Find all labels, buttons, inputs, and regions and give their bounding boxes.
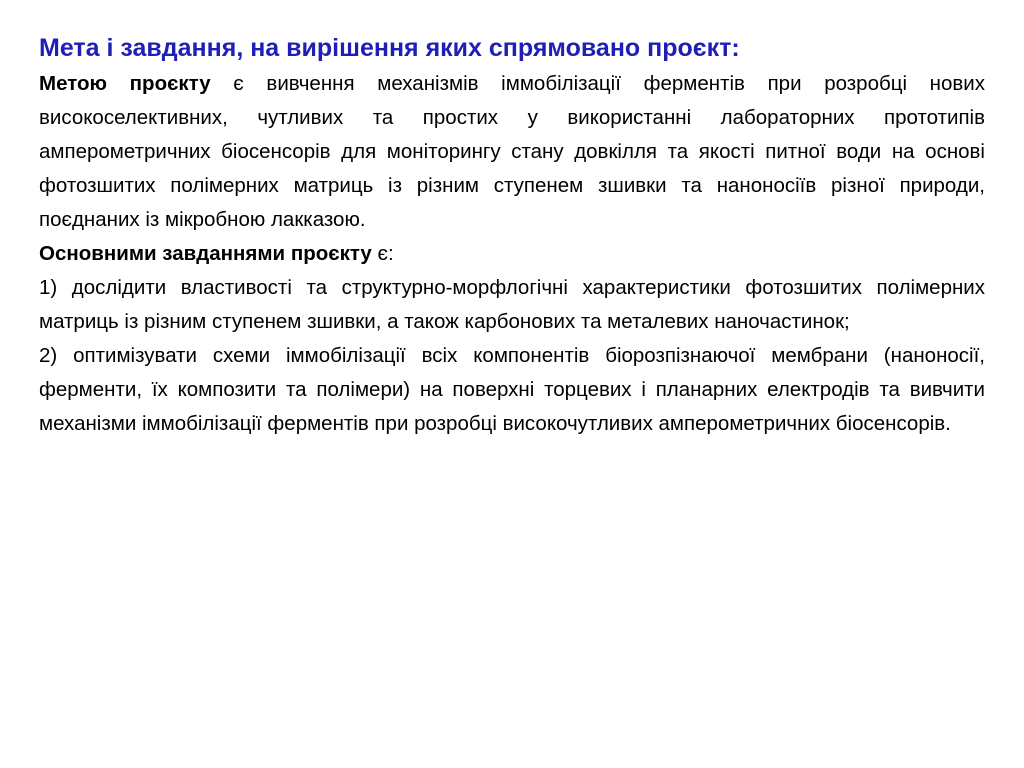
task-item-1: 1) дослідити властивості та структурно-морфлогічні характеристики фотозшитих полімерних матриць із різним ступенем зшивки, а також карбонових та металевих наночастинок;	[39, 276, 985, 333]
goal-paragraph	[39, 67, 985, 237]
slide-title: Мета і завдання, на вирішення яких спрямовано проєкт:	[39, 34, 740, 62]
goal-lead: Метою проєкту	[39, 72, 211, 95]
goal-text: є вивчення механізмів іммобілізації ферментів при розробці нових високоселективних, чутливих та простих у використанні лабораторних прототипів амперометричних біосенсорів для моніторингу стану довкілля та якості питної води на основі фотозшитих полімерних матриць із різним ступенем зшивки та наноносіїв різної природи, поєднаних із мікробною лакказою.	[39, 72, 985, 231]
tasks-heading	[39, 237, 985, 271]
slide-content	[39, 31, 985, 441]
tasks-intro: є:	[371, 242, 394, 265]
task-item-2: 2) оптимізувати схеми іммобілізації всіх компонентів біорозпізнаючої мембрани (наноносії, ферменти, їх композити та полімери) на поверхні торцевих і планарних електродів та вивчити механізми іммобілізації ферментів при розробці високочутливих амперометричних біосенсорів.	[39, 344, 985, 435]
tasks-lead: Основними завданнями проєкту	[39, 242, 372, 265]
